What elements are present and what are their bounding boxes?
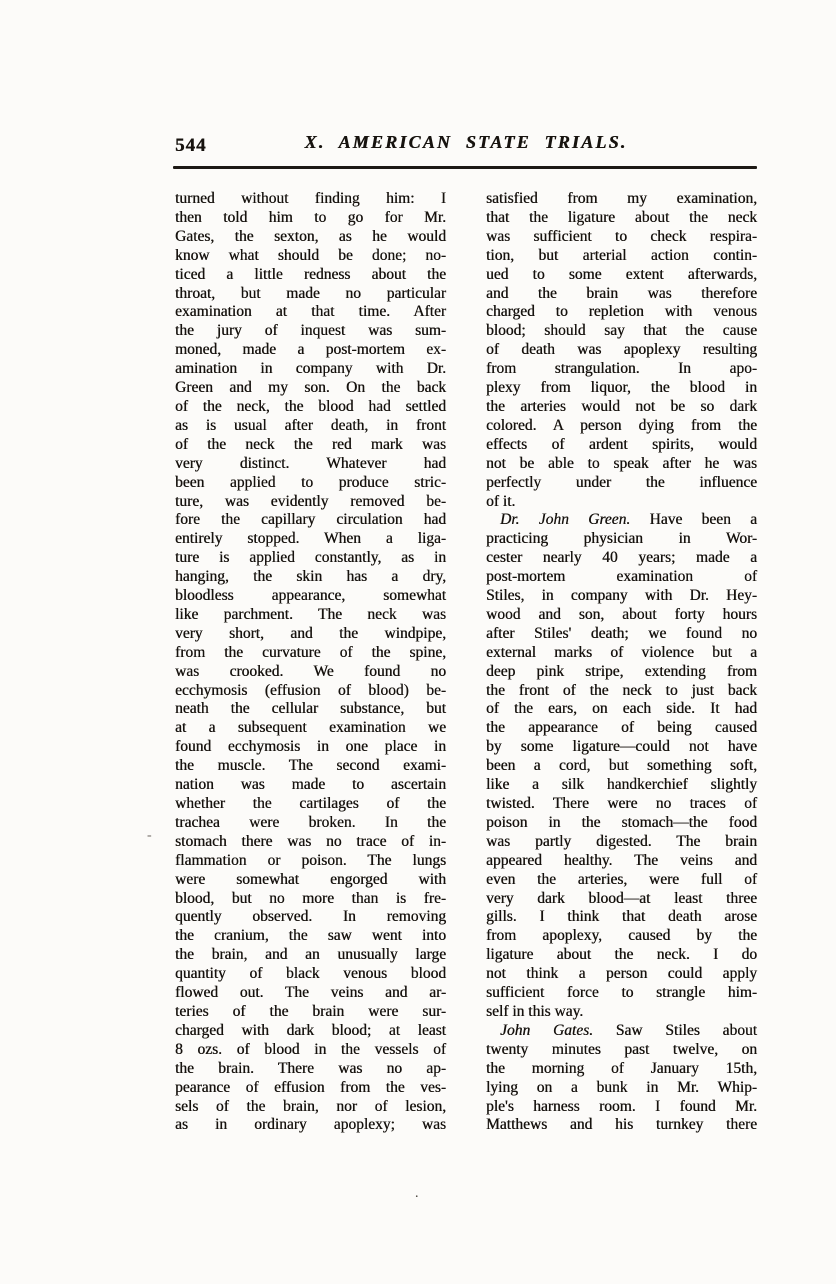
- page-header: [175, 132, 757, 162]
- text-line: self in this way.: [486, 1002, 584, 1020]
- text-line: like a silk handkerchief slightly: [486, 776, 757, 794]
- text-line: ture is applied constantly, as in: [175, 549, 446, 567]
- text-columns: [175, 190, 757, 1135]
- text-line: Matthews and his turnkey there: [486, 1116, 757, 1134]
- text-line: of the ears, on each side. It had: [486, 700, 757, 718]
- text-line: twisted. There were no traces of: [486, 795, 757, 812]
- text-line: practicing physician in Wor-: [486, 530, 757, 548]
- text-line: ple's harness room. I found Mr.: [486, 1097, 757, 1115]
- text-line: post-mortem examination of: [486, 568, 757, 586]
- text-line: colored. A person dying from the: [486, 416, 757, 434]
- text-line: entirely stopped. When a liga-: [175, 530, 446, 548]
- text-line: whether the cartilages of the: [175, 795, 446, 812]
- text-line: appeared healthy. The veins and: [486, 851, 757, 869]
- text-line: Dr. John Green. Have been a: [500, 511, 758, 529]
- text-line: charged to repletion with venous: [486, 303, 757, 321]
- text-line: flowed out. The veins and ar-: [175, 984, 446, 1002]
- text-line: tion, but arterial action contin-: [486, 246, 757, 264]
- text-line: quently observed. In removing: [175, 908, 446, 926]
- text-line: sufficient force to strangle him-: [486, 984, 757, 1002]
- page-number: 544: [175, 135, 207, 156]
- text-line: ture, was evidently removed be-: [175, 492, 446, 510]
- text-line: trachea were broken. In the: [175, 813, 446, 831]
- text-line: ecchymosis (effusion of blood) be-: [175, 681, 446, 699]
- text-line: of it.: [486, 492, 516, 510]
- text-line: examination at that time. After: [175, 303, 446, 321]
- text-line: lying on a bunk in Mr. Whip-: [486, 1078, 757, 1096]
- text-line: cester nearly 40 years; made a: [486, 549, 757, 567]
- text-line: satisfied from my examination,: [486, 190, 757, 207]
- text-line: the cranium, the saw went into: [175, 927, 446, 945]
- text-line: of the neck, the blood had settled: [175, 397, 446, 415]
- text-line: know what should be done; no-: [175, 246, 446, 264]
- text-line: quantity of black venous blood: [175, 965, 446, 983]
- text-line: twenty minutes past twelve, on: [486, 1040, 757, 1058]
- text-line: gills. I think that death arose: [486, 908, 757, 926]
- header-rule: [173, 166, 757, 169]
- text-line: throat, but made no particular: [175, 284, 446, 302]
- text-line: charged with dark blood; at least: [175, 1021, 446, 1039]
- witness-name: John Gates.: [500, 1021, 593, 1039]
- text-line: turned without finding him: I: [175, 190, 446, 207]
- right-column: [486, 190, 757, 1135]
- text-line: by some ligature—could not have: [486, 738, 757, 756]
- text-line: 8 ozs. of blood in the vessels of: [175, 1040, 446, 1058]
- text-line: from strangulation. In apo-: [486, 360, 757, 378]
- text-line: hanging, the skin has a dry,: [175, 568, 446, 586]
- text-line: the brain, and an unusually large: [175, 946, 446, 964]
- text-line: blood; should say that the cause: [486, 322, 757, 340]
- text-line: very short, and the windpipe,: [175, 624, 446, 642]
- text-line: ticed a little redness about the: [175, 265, 446, 283]
- text-line: deep pink stripe, extending from: [486, 662, 757, 680]
- text-line: plexy from liquor, the blood in: [486, 379, 757, 397]
- text-line: nation was made to ascertain: [175, 776, 446, 794]
- left-column: [175, 190, 446, 1135]
- text-line: were somewhat engorged with: [175, 870, 446, 888]
- text-line: flammation or poison. The lungs: [175, 851, 446, 869]
- text-line: was sufficient to check respira-: [486, 227, 757, 245]
- text-line: was crooked. We found no: [175, 662, 446, 680]
- text-line: moned, made a post-mortem ex-: [175, 341, 446, 359]
- text-line: the muscle. The second exami-: [175, 757, 446, 775]
- text-line: from the curvature of the spine,: [175, 643, 446, 661]
- text-line: stomach there was no trace of in-: [175, 832, 446, 850]
- running-title: X. AMERICAN STATE TRIALS.: [304, 132, 628, 152]
- text-line: of the neck the red mark was: [175, 435, 446, 453]
- text-line: very distinct. Whatever had: [175, 454, 446, 472]
- print-artifact-dot: .: [415, 1186, 419, 1201]
- text-line: the arteries would not be so dark: [486, 397, 757, 415]
- text-line: the front of the neck to just back: [486, 681, 757, 699]
- text-line: wood and son, about forty hours: [486, 605, 757, 623]
- text-line: not be able to speak after he was: [486, 454, 757, 472]
- text-line: then told him to go for Mr.: [175, 208, 446, 226]
- text-line: found ecchymosis in one place in: [175, 738, 446, 756]
- text-line: was partly digested. The brain: [486, 832, 757, 850]
- text-line: amination in company with Dr.: [175, 360, 446, 378]
- text-line: perfectly under the influence: [486, 473, 757, 491]
- text-line: not think a person could apply: [486, 965, 757, 983]
- text-line: blood, but no more than is fre-: [175, 889, 446, 907]
- text-line: the appearance of being caused: [486, 719, 757, 737]
- text-line: the morning of January 15th,: [486, 1059, 757, 1077]
- text-line: fore the capillary circulation had: [175, 511, 446, 529]
- text-line: as is usual after death, in front: [175, 416, 446, 434]
- text-line: neath the cellular substance, but: [175, 700, 446, 718]
- text-line: ligature about the neck. I do: [486, 946, 757, 964]
- text-line: that the ligature about the neck: [486, 208, 757, 226]
- text-line: external marks of violence but a: [486, 643, 757, 661]
- text-line: after Stiles' death; we found no: [486, 624, 757, 642]
- text-line: effects of ardent spirits, would: [486, 435, 757, 453]
- witness-name: Dr. John Green.: [500, 511, 631, 529]
- text-line: bloodless appearance, somewhat: [175, 587, 446, 605]
- text-line: very dark blood—at least three: [486, 889, 757, 907]
- print-artifact-dash: -: [147, 828, 152, 843]
- text-line: Gates, the sexton, as he would: [175, 227, 446, 245]
- text-line: and the brain was therefore: [486, 284, 757, 302]
- text-line: poison in the stomach—the food: [486, 813, 757, 831]
- text-line: the jury of inquest was sum-: [175, 322, 446, 340]
- text-line: been a cord, but something soft,: [486, 757, 757, 775]
- text-line: even the arteries, were full of: [486, 870, 757, 888]
- text-line: John Gates. Saw Stiles about: [500, 1021, 757, 1039]
- text-line: of death was apoplexy resulting: [486, 341, 757, 359]
- text-line: the brain. There was no ap-: [175, 1059, 446, 1077]
- text-line: been applied to produce stric-: [175, 473, 446, 491]
- text-line: Stiles, in company with Dr. Hey-: [486, 587, 757, 605]
- text-line: at a subsequent examination we: [175, 719, 446, 737]
- text-line: from apoplexy, caused by the: [486, 927, 757, 945]
- text-line: ued to some extent afterwards,: [486, 265, 757, 283]
- text-line: sels of the brain, nor of lesion,: [175, 1097, 446, 1115]
- text-line: Green and my son. On the back: [175, 379, 446, 397]
- text-line: like parchment. The neck was: [175, 605, 446, 623]
- text-line: as in ordinary apoplexy; was: [175, 1116, 446, 1134]
- text-line: pearance of effusion from the ves-: [175, 1078, 446, 1096]
- text-line: teries of the brain were sur-: [175, 1002, 446, 1020]
